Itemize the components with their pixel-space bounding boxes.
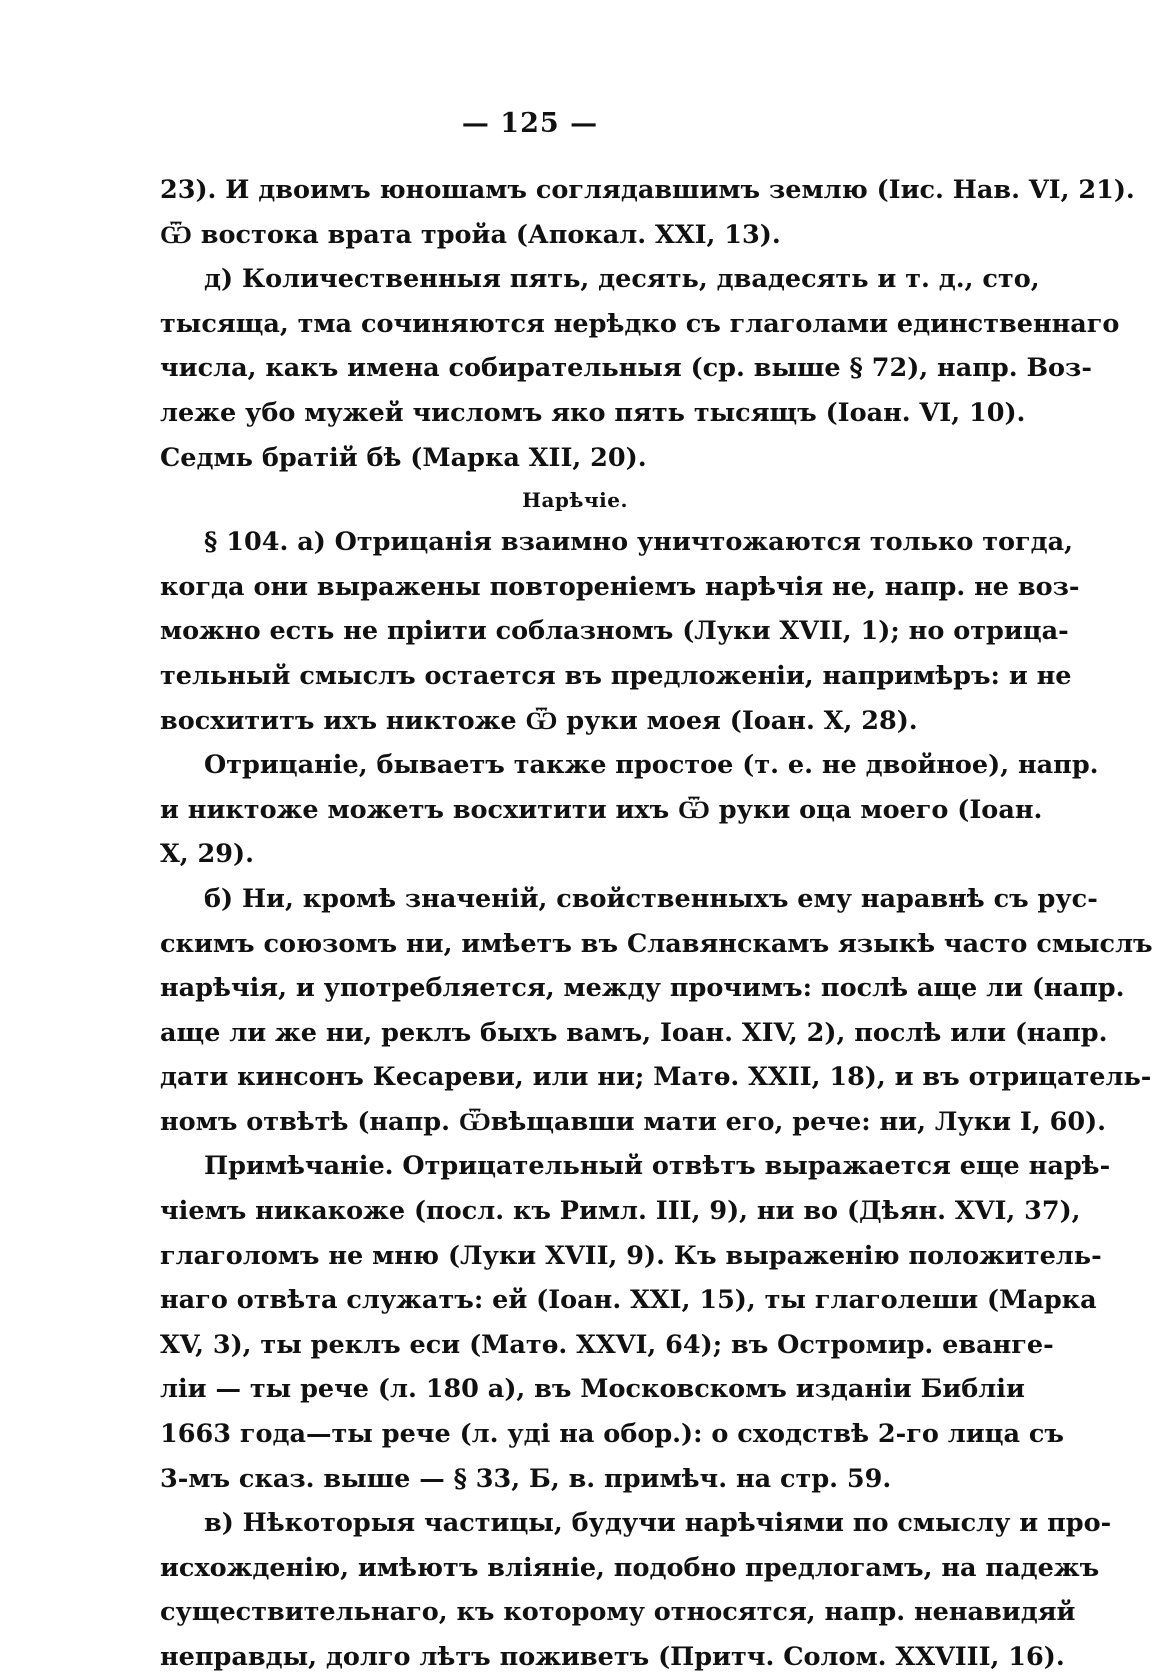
text-line: Седмь братій бѣ (Марка XII, 20). xyxy=(160,442,647,473)
text-line: б) Ни, кромѣ значеній, свойственныхъ ему наравнѣ съ рус- xyxy=(204,883,1098,914)
text-line: XV, 3), ты реклъ еси (Матѳ. XXVI, 64); въ Остромир. еванге- xyxy=(160,1329,1054,1360)
text-line: § 104. а) Отрицанія взаимно уничтожаются только тогда, xyxy=(204,527,1074,558)
text-line: когда они выражены повтореніемъ нарѣчія не, напр. не воз- xyxy=(160,571,1080,602)
text-line: X, 29). xyxy=(160,839,254,870)
text-line: скимъ союзомъ ни, имѣетъ въ Славянскамъ языкѣ часто смыслъ xyxy=(160,928,1153,959)
text-line: Отрицаніе, бываетъ также простое (т. е. не двойное), напр. xyxy=(204,750,1099,781)
text-line: нарѣчія, и употребляется, между прочимъ: послѣ аще ли (напр. xyxy=(160,973,1125,1004)
text-line: и никтоже можетъ восхитити ихъ Ѿ руки оца моего (Іоан. xyxy=(160,794,1043,825)
text-line: исхожденію, имѣютъ вліяніе, подобно предлогамъ, на падежъ xyxy=(160,1552,1100,1583)
text-line: Ѿ востока врата тройа (Апокал. XXI, 13). xyxy=(160,219,781,250)
text-line: наго отвѣта служатъ: ей (Іоан. XXI, 15), ты глаголеши (Марка xyxy=(160,1285,1097,1316)
text-line: восхититъ ихъ никтоже Ѿ руки моея (Іоан. X, 28). xyxy=(160,705,918,736)
text-line: неправды, долго лѣтъ поживетъ (Притч. Солом. XXVIII, 16). xyxy=(160,1642,1065,1672)
text-line: глаголомъ не мню (Луки XVII, 9). Къ выраженію положитель- xyxy=(160,1240,1102,1271)
text-line: леже убо мужей числомъ яко пять тысящъ (Іоан. VI, 10). xyxy=(160,397,1026,428)
text-line: тысяща, тма сочиняются нерѣдко съ глаголами единственнаго xyxy=(160,308,1120,339)
section-heading: Нарѣчіе. xyxy=(522,488,628,513)
text-line: в) Нѣкоторыя частицы, будучи нарѣчіями по смыслу и про- xyxy=(204,1508,1112,1539)
text-line: аще ли же ни, реклъ быхъ вамъ, Іоан. XIV, 2), послѣ или (напр. xyxy=(160,1017,1108,1048)
page-number: — 125 — xyxy=(461,108,599,139)
text-line: существительнаго, къ которому относятся, напр. ненавидяй xyxy=(160,1597,1076,1628)
text-line: числа, какъ имена собирательныя (ср. выше § 72), напр. Воз- xyxy=(160,353,1092,384)
body-text xyxy=(160,168,1153,1680)
text-line: 1663 года—ты рече (л. уді на обор.): о сходствѣ 2-го лица съ xyxy=(160,1419,1064,1450)
text-line: номъ отвѣтѣ (напр. Ѿвѣщавши мати его, рече: ни, Луки I, 60). xyxy=(160,1106,1107,1137)
text-line: д) Количественныя пять, десять, двадесять и т. д., сто, xyxy=(204,264,1040,295)
text-line: Примѣчаніе. Отрицательный отвѣтъ выражается еще нарѣ- xyxy=(204,1151,1111,1182)
text-line: дати кинсонъ Кесареви, или ни; Матѳ. XXII, 18), и въ отрицатель- xyxy=(160,1062,1152,1093)
text-line: ліи — ты рече (л. 180 а), въ Московскомъ изданіи Библіи xyxy=(160,1374,1025,1405)
text-line: тельный смыслъ остается въ предложеніи, напримѣръ: и не xyxy=(160,660,1072,691)
text-line: 3-мъ сказ. выше — § 33, Б, в. примѣч. на стр. 59. xyxy=(160,1463,892,1494)
text-line: чіемъ никакоже (посл. къ Римл. III, 9), ни во (Дѣян. XVI, 37), xyxy=(160,1196,1081,1227)
text-line: можно есть не пріити соблазномъ (Луки XVII, 1); но отрица- xyxy=(160,616,1069,647)
text-line: 23). И двоимъ юношамъ соглядавшимъ землю (Іис. Нав. VI, 21). xyxy=(160,175,1135,205)
